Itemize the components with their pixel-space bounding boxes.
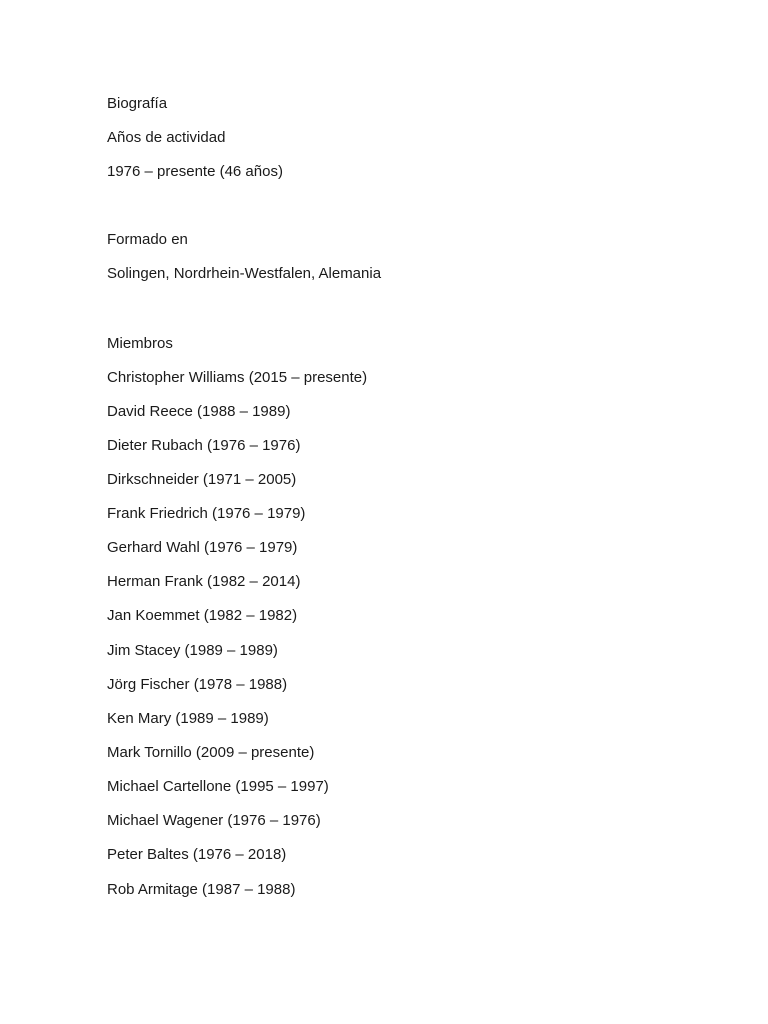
member-item: Dieter Rubach (1976 – 1976): [107, 437, 301, 454]
member-item: Rob Armitage (1987 – 1988): [107, 881, 296, 898]
member-item: Michael Cartellone (1995 – 1997): [107, 778, 329, 795]
member-item: Dirkschneider (1971 – 2005): [107, 471, 297, 488]
member-item: Ken Mary (1989 – 1989): [107, 710, 269, 727]
member-item: Herman Frank (1982 – 2014): [107, 573, 301, 590]
member-item: Christopher Williams (2015 – presente): [107, 369, 368, 386]
member-item: David Reece (1988 – 1989): [107, 403, 291, 420]
member-item: Jan Koemmet (1982 – 1982): [107, 607, 298, 624]
member-item: Peter Baltes (1976 – 2018): [107, 846, 287, 863]
member-item: Jörg Fischer (1978 – 1988): [107, 676, 288, 693]
formed-in-label: Formado en: [107, 231, 188, 248]
member-item: Mark Tornillo (2009 – presente): [107, 744, 315, 761]
member-item: Frank Friedrich (1976 – 1979): [107, 505, 306, 522]
member-item: Michael Wagener (1976 – 1976): [107, 812, 321, 829]
years-active-label: Años de actividad: [107, 129, 226, 146]
document-title: Biografía: [107, 95, 168, 112]
member-item: Jim Stacey (1989 – 1989): [107, 642, 278, 659]
member-item: Gerhard Wahl (1976 – 1979): [107, 539, 298, 556]
years-active-value: 1976 – presente (46 años): [107, 163, 283, 180]
formed-in-value: Solingen, Nordrhein-Westfalen, Alemania: [107, 265, 382, 282]
members-label: Miembros: [107, 335, 173, 352]
